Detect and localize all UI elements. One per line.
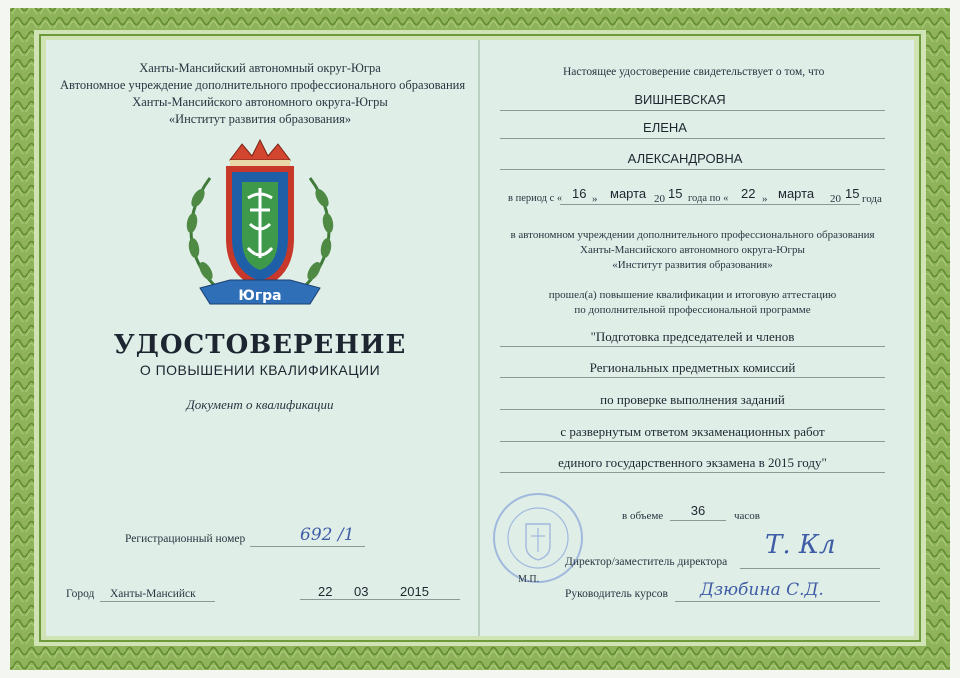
program-line-3: по проверке выполнения заданий <box>600 392 785 407</box>
program-rule-3 <box>500 409 885 410</box>
program-line-2: Региональных предметных комиссий <box>589 360 796 375</box>
name-line <box>500 138 885 139</box>
institution-line-1: в автономном учреждении дополнительного профессионального образования <box>510 229 875 241</box>
period-quote-2: » <box>762 193 768 205</box>
header-line-3: Ханты-Мансийского автономного округа-Югры <box>132 95 388 109</box>
period-line <box>560 204 860 205</box>
hours-line <box>670 520 726 521</box>
surname-line <box>500 110 885 111</box>
issue-date-day: 22 <box>318 584 333 599</box>
hours-label: в объеме <box>622 510 664 522</box>
director-label: Директор/заместитель директора <box>565 556 728 568</box>
period-to-month: марта <box>778 186 815 201</box>
supervisor-line <box>675 601 880 602</box>
program-rule-5 <box>500 472 885 473</box>
city-label: Город <box>66 588 95 600</box>
ribbon-label: Югра <box>238 288 282 304</box>
institution-line-3: «Институт развития образования» <box>612 259 773 271</box>
name-value: ЕЛЕНА <box>643 120 687 135</box>
program-rule-2 <box>500 377 885 378</box>
program-line-1: "Подготовка председателей и членов <box>590 329 795 344</box>
supervisor-label: Руководитель курсов <box>565 588 668 600</box>
patronymic-line <box>500 169 885 170</box>
document-type: Документ о квалификации <box>186 397 334 412</box>
document-subtitle: О ПОВЫШЕНИИ КВАЛИФИКАЦИИ <box>139 362 381 378</box>
period-from-month: марта <box>610 186 647 201</box>
issue-date-line <box>300 599 460 600</box>
surname-value: ВИШНЕВСКАЯ <box>634 92 726 107</box>
period-year-prefix-1: 20 <box>654 193 665 205</box>
city-value: Ханты-Мансийск <box>110 588 196 600</box>
registration-label: Регистрационный номер <box>125 533 246 545</box>
intro-text: Настоящее удостоверение свидетельствует о том, что <box>563 66 825 78</box>
passed-line-1: прошел(а) повышение квалификации и итоговую аттестацию <box>548 289 837 301</box>
period-suffix: года <box>862 193 882 205</box>
registration-line <box>250 546 365 547</box>
registration-number: 692 /1 <box>300 525 355 545</box>
program-line-4: с развернутым ответом экзаменационных работ <box>560 424 825 439</box>
program-rule-1 <box>500 346 885 347</box>
passed-text <box>495 288 890 318</box>
issue-date-year: 2015 <box>400 584 429 599</box>
passed-line-2: по дополнительной профессиональной программе <box>574 304 811 316</box>
period-to-day: 22 <box>741 186 756 201</box>
director-line <box>740 568 880 569</box>
issue-date-month: 03 <box>354 584 369 599</box>
period-quote-1: » <box>592 193 598 205</box>
supervisor-name: Дзюбина С.Д. <box>700 580 824 600</box>
period-from-day: 16 <box>572 186 587 201</box>
patronymic-value: АЛЕКСАНДРОВНА <box>627 151 743 166</box>
period-to-year: 15 <box>845 186 860 201</box>
document-title: УДОСТОВЕРЕНИЕ <box>113 330 407 360</box>
issuer-header <box>60 60 466 128</box>
period-prefix: в период с « <box>508 193 563 204</box>
institution-text <box>495 228 890 273</box>
city-line <box>100 601 215 602</box>
header-line-1: Ханты-Мансийский автономный округ-Югра <box>139 61 381 75</box>
header-line-4: «Институт развития образования» <box>168 112 352 126</box>
program-rule-4 <box>500 441 885 442</box>
hours-value: 36 <box>690 503 706 518</box>
hours-unit: часов <box>734 510 760 522</box>
period-from-year: 15 <box>668 186 683 201</box>
period-to-word: года по « <box>688 193 729 204</box>
period-year-prefix-2: 20 <box>830 193 841 205</box>
institution-line-2: Ханты-Мансийского автономного округа-Югры <box>580 244 805 256</box>
director-signature: Т. Кл <box>765 530 836 560</box>
header-line-2: Автономное учреждение дополнительного профессионального образования <box>60 78 466 92</box>
stamp-label: М.П. <box>518 574 540 585</box>
program-line-5: единого государственного экзамена в 2015 году" <box>558 455 827 470</box>
coat-of-arms-icon <box>170 138 350 318</box>
